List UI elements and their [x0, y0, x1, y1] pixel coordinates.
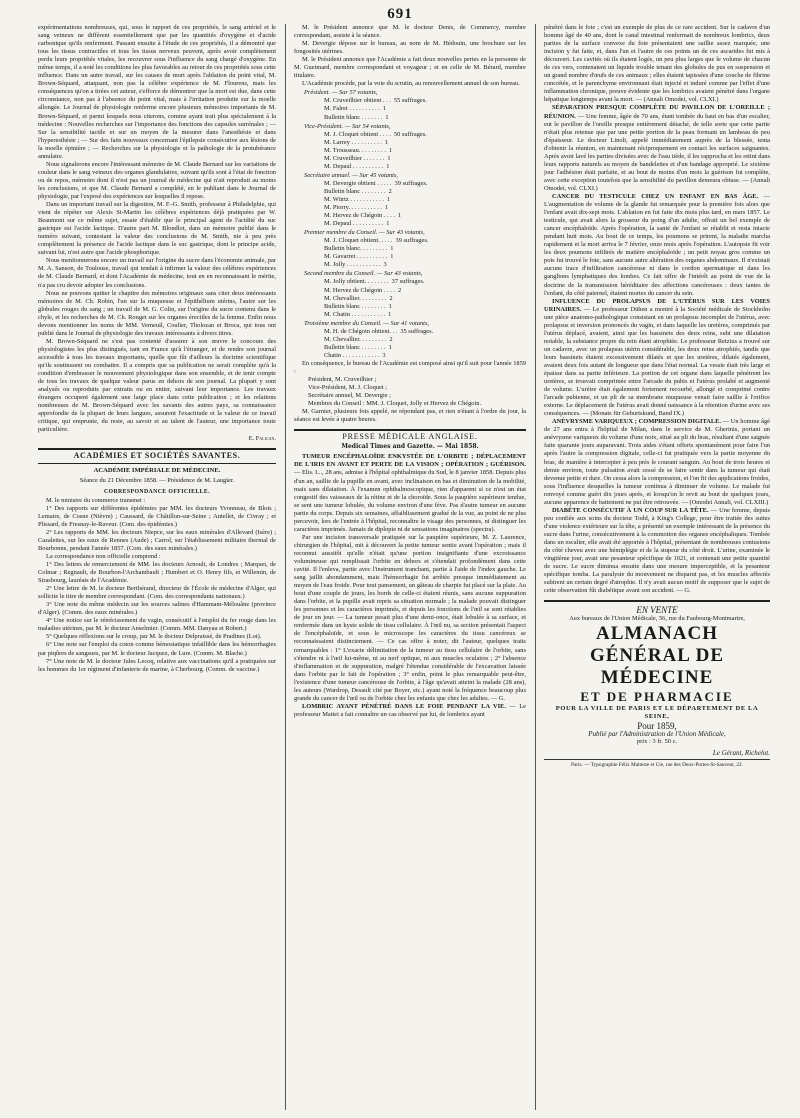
vote-name: M. Cruveilhier . . . . . . .: [324, 154, 385, 162]
article-title: TUMEUR ENCÉPHALOÏDE ENKYSTÉE DE L'ORBITE ; DÉPLACEMENT DE L'IRIS EN AVANT ET PERTE DE LA VISION ; OPÉRATION ; GUÉRISON.: [294, 453, 526, 469]
vote-name: Bulletin blanc. . . . . . . . .: [324, 245, 388, 253]
vote-name: M. Devergie obtient . . . . .: [324, 179, 392, 187]
press-title: PRESSE MÉDICALE ANGLAISE.: [342, 432, 478, 442]
vote-list: [294, 180, 526, 228]
vote-count: 1: [388, 343, 392, 351]
article: [544, 418, 770, 507]
vote-row: [294, 147, 526, 155]
vote-name: M. Hervez de Chégoin . . . .: [324, 286, 395, 294]
article: [544, 104, 770, 193]
paragraph: 2° Les rapports de MM. les docteurs Niepce, sur les eaux minérales d'Allevard (Isère) ; Cazalettes, sur les eaux de Rennes (Aude) ; Carrol, sur l'établissement militaire thermal de Bourbonne, pendant l'année 1857. (Com. des eaux minérales.): [38, 528, 276, 552]
vote-name: M. J. Cloquet obtient. . . . .: [324, 237, 393, 245]
vote-row: [294, 261, 526, 269]
vote-count: 35 suffrages.: [400, 327, 434, 335]
paragraph: M. le ministre du commerce transmet :: [46, 496, 146, 504]
vote-count: 1: [382, 105, 386, 113]
article: [294, 703, 526, 719]
vote-count: 1: [385, 113, 389, 121]
vote-count: 55 suffrages.: [393, 97, 427, 105]
vote-count: 50 suffrages.: [393, 130, 427, 138]
paragraph: Par une incision transversale pratiquée sur la paupière supérieure, M. Z. Laurence, chirurgien de l'hôpital, mit à découvert la petite tumeur sentie avant l'opération ; mais il reconnut aussitôt qu'elle n'était qu'une portion insignifiante d'une excroissance volumineuse qui remplissait l'orbite en dehors et s'étendait profondément dans cette cavité. Il l'enleva, partie avec l'instrument tranchant, partie à l'aide de l'index gauche. Le sang jaillit abondamment, mais l'hémorrhagie fut arrêtée presque immédiatement au moyen de l'eau froide. Pour tout pansement, un gâteau de charpie fut placé sur la plaie. Au bout d'une couple de jours, les bords de celle-ci étaient réunis, sans aucune suppuration dans l'orbite, et la pupille avait repris sa situation normale ; la malade pouvait distinguer les personnes et les caractères imprimés, et depuis les fonctions de l'œil se sont rétablies de jour en jour. — La tumeur pesait plus d'une demi-once, était lobulée à sa surface, et renfermée dans un kyste solide de tissu cellulaire. À l'œil nu, sa section présentait l'aspect de l'encéphaloïde, et sous le microscope les caractères du tissu cancéreux se reconnaissaient distinctement. — Ce cas offre à noter, dit l'auteur, quelques traits remarquables : 1° L'exacte délimitation de la tumeur au tissu cellulaire de l'orbite, sans s'étendre ni à l'œil lui-même, ni au nerf optique, ni aux muscles oculaires ; 2° l'absence d'inflammation et de suppuration, malgré l'étendue considérable de l'excavation laissée dans l'orbite par le fait de l'opération ; 3° enfin, point le plus remarquable peut-être, l'existence d'une tumeur cancéreuse de l'orbite, à l'âge qu'avait atteint la malade (28 ans), les auteurs (Wardrop, Desault cité par Boyer, etc.) ayant noté la fréquence beaucoup plus grande du cancer de l'œil ou de l'orbite chez les enfants que chez les adultes. — G.: [294, 533, 526, 702]
paragraph: M. le Président annonce que l'Académie a fait deux nouvelles pertes en la personne de M. Guetmard, membre correspondant et voyageur ; et en celle de M. Bérard, membre titulaire.: [294, 56, 526, 80]
vote-row: [294, 303, 526, 311]
paragraph: pénétré dans le foie ; c'est un exemple de plus de ce rare accident. Sur le cadavre d'un homme âgé de 40 ans, dont le canal intestinal renfermait de nombreux lombrics, deux parties de la surface convexe du foie présentaient une saillie assez marquée, une incision y fut faite, et, dans l'un et l'autre de ces points un de ces ascarides fut mis à découvert. Les cavités où ils étaient logés, un peu plus larges que le volume de chacun de ces vers, contenaient un liquide trouble tenant des globules de pus en suspension et un grand nombre d'œufs de ces animaux ; elles étaient tapissées d'une couche de fibrine concrétée, et le parenchyme environnant était injecté et induré comme par l'effet d'une inflammation chronique, preuve évidente que les lombrics avaient pénétré dans l'organe hépatique longtemps avant la mort. — (Annali Omodei, vol. CLXI.): [544, 24, 770, 104]
article-body: — Un homme âgé de 27 ans entra à l'hôpital de Milan, dans le service de M. Gherinis, portant un anévrysme variqueux du volume d'une noix, situé au pli du bras, résultant d'une saignée faite quarante jours auparavant. Trois aides s'étant offerts spontanément pour faire l'un après l'autre la compression digitale, celle-ci fut pratiquée vers la partie moyenne du bras, de manière à intercepter à peu près le courant sanguin. Au bout de trois heures et demie environ, toute pulsation avait cessé de se faire sentir dans la tumeur qui était devenue petite et dure. On cessa alors la compression, et l'on fit des applications froides, sous l'influence desquelles la tumeur continua à diminuer de volume. Le malade fut renvoyé comme guéri dix jours après, et lorsqu'on le revit au bout de quelques jours, aucune apparence de battement ne put être retrouvée. — (Omodei Annali, vol. CLXIII.): [544, 418, 770, 506]
column-2: [294, 24, 526, 1112]
ad-intro: Aux bureaux de l'Union Médicale, 56, rue du Faubourg-Montmartre,: [569, 615, 745, 623]
paragraph: En conséquence, le bureau de l'Académie est composé ainsi qu'il suit pour l'année 1859 :: [294, 359, 526, 375]
column-3: [544, 24, 770, 1112]
vote-count: 1: [386, 220, 390, 228]
vote-row: [294, 188, 526, 196]
vote-count: 39 suffrages.: [395, 237, 429, 245]
paragraph: L'Académie procède, par la voie du scrutin, au renouvellement annuel de son bureau.: [302, 80, 520, 88]
section-title: ACADÉMIES ET SOCIÉTÉS SAVANTES.: [73, 451, 241, 461]
paragraph: expérimentations nombreuses, qui, sous le rapport de ces propriétés, le sang artériel et le sang veineux ne diffèrent essentiellement que par les quantités d'oxygène et d'acide carbonique qu'ils renferment. Passant ensuite à l'étude de ces propriétés, il a démontré que tous les tissus contractiles et tous les tissus nerveux peuvent, après avoir complètement perdu leurs propriétés vitales, les recouvrer sous l'influence du sang chargé d'oxygène. En même temps, il a noté les conditions les plus favorables au retour de ces propriétés sous cette influence. Dans un autre travail, sur les causes de mort après l'ablation du point vital, M. Brown-Séquard, attaquant, non pas la célèbre expérience de M. Flourens, mais les conséquences qu'on a tirées cet auteur, s'efforce de démontrer que la mort est due, dans cette circonstance, non pas à l'absence du point vital, mais à l'irritation produite sur la moelle allongée. Le Journal de physiologie renferme encore plusieurs mémoires importants de M. Brown-Séquard, et parmi lesquels nous citerons, comme ayant trait plus spécialement à la médecine : Nouvelles recherches sur l'importance des fonctions des capsules surrénales ; — Sur la sensibilité tactile et sur un moyen de la mesurer dans l'anesthésie et dans l'hyperesthésie ; — Sur des faits nouveaux concernant l'épilepsie consécutive aux lésions de la moelle épinière ; — Recherches sur la physiologie et la pathologie de la protubérance annulaire.: [38, 24, 276, 160]
vote-list: [294, 237, 526, 269]
vote-row: [294, 328, 526, 336]
vote-row: [294, 155, 526, 163]
vote-count: 2: [398, 286, 402, 294]
section-rule: [294, 429, 526, 431]
vote-heading: Troisième membre du Conseil. — Sur 41 votants,: [304, 319, 430, 327]
paragraph: 1° Des lettres de remerciement de MM. les docteurs Arnoult, de Londres ; Marquet, de Colmar ; Regnault, de Bourbon-l'Archambault ; Humbert et O. Henry fils, et Willemin, de Strasbourg, lauréats de l'Académie.: [38, 561, 276, 585]
section-rule: [544, 600, 770, 602]
vote-count: 1: [385, 204, 389, 212]
article-body: — L'augmentation de volume de la glande fut remarquée pour la première fois alors que l'enfant avait dix-sept mois. L'ablation en fut faite dix mois plus tard, en mars 1857. Le testicule, qui avait alors la grosseur du poing d'un adulte, offrait un bel exemple de cancer encéphaloïde. Après l'opération, la santé de l'enfant se rétablit et resta intacte pendant huit mois. Au bout de ce temps, les poumons se prirent, la maladie marcha rapidement et la mort arriva le 7 février, onze mois après l'opération. L'autopsie fit voir les deux poumons infiltrés de matière encéphaloïde ; un petit noyau gros comme un pois fut trouvé le foie, sans aucune autre altération des organes abdominaux. Il n'existait aucune trace d'infiltration cancéreuse ni dans le cordon spermatique ni dans les ganglions lymphatiques des lombes. Ce fait offre de l'intérêt au point de vue de la doctrine de la transmission héréditaire des affections cancéreuses : deux tantes de l'enfant, du côté paternel, étaient mortes du cancer du sein.: [544, 192, 770, 297]
vote-count: 1: [390, 253, 394, 261]
vote-row: [294, 180, 526, 188]
vote-list: [294, 131, 526, 171]
paragraph: La correspondance non officielle comprend :: [46, 552, 161, 560]
paragraph: M. Garnier, plusieurs fois appelé, ne répondant pas, et rien n'étant à l'ordre du jour, la séance est levée à quatre heures.: [294, 408, 526, 424]
vote-count: 2: [389, 294, 393, 302]
vote-heading: Secrétaire annuel. — Sur 45 votants,: [304, 171, 399, 179]
vote-list: [294, 278, 526, 318]
bureau-line: Membres du Conseil : MM. J. Cloquet, Jolly et Hervez de Chégoin.: [308, 400, 482, 408]
paragraph: 6° Une note sur l'emploi du coton comme hémostatique infaillible dans les hémorrhagies par piqûres de sangsues, par M. le docteur Jacquez, de Lure. (Comm. M. Blache.): [38, 641, 276, 657]
vote-name: M. Jolly obtient. . . . . . . .: [324, 278, 389, 286]
vote-row: [294, 295, 526, 303]
vote-count: 37 suffrages.: [391, 278, 425, 286]
section-rule: [38, 463, 276, 464]
vote-heading: Premier membre du Conseil. — Sur 43 votants,: [304, 229, 425, 237]
article: [544, 298, 770, 419]
paragraph: 7° Une note de M. le docteur Jules Lecoq, relative aux vaccinations qu'il a pratiquées sur les hommes du 1er régiment d'infanterie de marine, à Cherbourg. (Comm. de vaccine.): [38, 657, 276, 673]
paragraph: Nous signalerons encore l'intéressant mémoire de M. Claude Bernard sur les variations de couleur dans le sang veineux des organes glandulaires, suivant qu'ils sont à l'état de fonction ou de repos, mémoire dont il n'est pas un journal de médecine qui n'ait reproduit au moins les conclusions, et que M. Claude Bernard a complété, en le publiant dans le Journal de physiologie, par l'exposé des expériences sur lesquelles il repose.: [38, 160, 276, 200]
vote-name: M. Depaul . . . . . . . . . .: [324, 162, 384, 170]
vote-name: M. J. Cloquet obtient . . . .: [324, 130, 391, 138]
article-title: DIABÈTE CONSÉCUTIF À UN COUP SUR LA TÊTE.: [552, 506, 709, 514]
vote-list: [294, 97, 526, 121]
vote-row: [294, 245, 526, 253]
vote-count: 39 suffrages.: [394, 179, 428, 187]
vote-row: [294, 97, 526, 105]
gazette-source-text: Medical Times and Gazette. — Mai 1858.: [341, 443, 479, 451]
article: [544, 193, 770, 298]
ad-pour: POUR LA VILLE DE PARIS ET LE DÉPARTEMENT DE LA SEINE,: [555, 705, 759, 721]
vote-name: M. Cruveilhier obtient . . .: [324, 97, 391, 105]
vote-name: Bulletin blanc . . . . . . . .: [324, 187, 386, 195]
vote-heading: Président. — Sur 57 votants,: [304, 89, 378, 97]
paragraph: M. le Président annonce que M. le docteur Denis, de Commercy, membre correspondant, assiste à la séance.: [294, 24, 526, 40]
paragraph: 3° Une note du même médecin sur les sources salines d'Hammam-Mélouâne (province d'Alger). (Comm. des eaux minérales.): [38, 601, 276, 617]
paragraph: 1° Des rapports sur différentes épidémies par MM. les docteurs Yvonneau, de Blois ; Lemaire, de Cosne (Nièvre) ; Caussard, de Châtillon-sur-Seine ; Antellet, de Civray ; et Plissard, de Fresnay-le-Raveur. (Com. des épidémies.): [38, 504, 276, 528]
article-body: — Une femme, depuis peu confiée aux soins du docteur Todd, à King's College, pour être traitée des suites d'une violence extérieure sur la tête, a présenté un exemple intéressant de la présence du sucre dans l'urine, consécutivement à la commotion des organes encéphaliques. Tombée dans un escalier, elle avait été apportée à l'hôpital, présentant de nombreuses contusions du côté cheveu avec une hémiplégie et de la stupeur du côté droit. L'urine, examinée le vingtième jour, avait une pesanteur spécifique de 1021, et contenait une petite quantité de sucre. Le sucre diminua ensuite dans une mesure imperceptible, et la pesanteur spécifique tomba. La paralysie du mouvement ne disparut pas, et les muscles affectés subirent un certain degré d'atrophie. Il n'y avait aucun motif de supposer que le sujet de cette observation fût diabétique avant son accident. — G.: [544, 506, 770, 595]
vote-row: [294, 253, 526, 261]
vote-name: Chatin . . . . . . . . . . . .: [324, 351, 380, 359]
vote-row: [294, 278, 526, 286]
vote-name: M. Jolly . . . . . . . . . . .: [324, 261, 381, 269]
article-title: CANCER DU TESTICULE CHEZ UN ENFANT EN BAS ÂGE.: [552, 192, 759, 200]
vote-count: 1: [387, 154, 391, 162]
vote-row: [294, 352, 526, 360]
correspondence-title: CORRESPONDANCE OFFICIELLE.: [103, 488, 211, 495]
printer-imprint: Paris. — Typographie Félix Malteste et Cie, rue des Deux-Portes-St-Sauveur, 22.: [544, 759, 770, 769]
ad-subtitle: ET DE PHARMACIE: [580, 689, 734, 705]
ad-en-vente: EN VENTE: [636, 605, 678, 616]
column-1: [38, 24, 276, 1112]
advertisement: [544, 606, 770, 745]
vote-row: [294, 237, 526, 245]
article-body: — Une femme, âgée de 70 ans, étant tombée du haut en bas d'un escalier, eut le pavillon de l'oreille presque entièrement détaché, de telle sorte que cette partie n'était plus retenue que par une petite portion de la peau formant un lambeau de peu d'épaisseur. Le docteur Linoli, appelé immédiatement auprès de la blessée, tenta d'obtenir la réunion, en maintenant réciproquement en contact les surfaces saignantes. Après avoir lavé les parties divisées avec de l'eau tiède, il les rapprocha et les retint dans leurs rapports naturels au moyen de bandelettes et d'un bandage approprié. Le sixième jour l'adhésion était parfaite, et au bout de moins d'un mois la guérison fut complète, avec cette exception toutefois que la sensibilité du pavillon demeura obtuse. — (Annali Omodei, vol. CLXI.): [544, 112, 770, 192]
paragraph: Dans un important travail sur la digestion, M. F.-G. Smith, professeur à Philadelphie, qui vient de répéter sur Alexis St-Martin les célèbres expériences déjà pratiquées par W. Beaumont sur ce même sujet, essaie d'établir que le principal agent de l'acidité du suc gastrique est l'acide lactique. D'autre part M. Blondlot, dans un mémoire publié dans le numéro suivant, contestant la valeur des conclusions de M. Smith, nie à peu près complètement la présence de l'acide lactique dans le suc gastrique, dont le principe acide, suivant lui, n'est autre que l'acide phosphorique.: [38, 201, 276, 257]
vote-name: M. Chevallier. . . . . . . . .: [324, 335, 387, 343]
vote-row: [294, 344, 526, 352]
vote-row: [294, 287, 526, 295]
vote-row: [294, 131, 526, 139]
gazette-source: [294, 443, 526, 451]
bureau-line: Vice-Président, M. J. Cloquet ;: [308, 384, 387, 392]
vote-count: 1: [398, 212, 402, 220]
vote-row: [294, 336, 526, 344]
vote-name: M. Trousseau. . . . . . . . .: [324, 146, 386, 154]
vote-count: 2: [388, 187, 392, 195]
ad-title: ALMANACH GÉNÉRAL DE MÉDECINE: [589, 623, 725, 689]
article-title: SÉPARATION PRESQUE COMPLÈTE DU PAVILLON DE L'OREILLE ; RÉUNION.: [544, 104, 770, 120]
paragraph: M. Brown-Séquard ne s'est pas contenté d'assurer à son œuvre le concours des physiologistes les plus distingués, tant en France qu'à l'étranger, et de rendre son journal accessible à tous les travaux importants, quelle que fût d'ailleurs la doctrine scientifique qu'ils soutinssent ou combattre. Il a compris que sa publication ne serait complète qu'à la condition d'embrasser le mouvement physiologique dans son ensemble, et de tenir compte de tous les travaux de quelque valeur parus en dehors de son journal. La plupart y sont analysés ou reproduits par extraits ou en entier, suivant leur importance. Les travaux étrangers occupent également une large place dans cette publication ; et les relations nombreuses de M. Brown-Séquard avec les savants des autres pays, sa connaissance approfondie de la plupart de leurs langues, assurent l'exactitude et la valeur de ce travail critique, qui emprunte, du reste, au savoir et au talent de l'auteur, une importance toute particulière.: [38, 337, 276, 434]
vote-row: [294, 311, 526, 319]
bureau-line: Président, M. Cruveilhier ;: [308, 376, 377, 384]
vote-row: [294, 139, 526, 147]
article-body: — Le professeur Dühen a montré à la Société médicale de Stockholm une pièce anatomo-pathologique consistant en un prolapsus incomplet de l'utérus, avec prolapsus et inversion prononcés du vagin, et dans laquelle les uretères, comprimés par l'utérus déplacé, avaient, ainsi que les bassinets des deux reins, subi une dilatation notable, la substance propre du rein étant atrophiée. Le professeur Retzius a trouvé sur un cadavre, avec un prolapsus utérin considérable, les deux reins atrophiés, tandis que leurs bassinets étaient excessivement dilatés et que les uretères, dilatés également, avaient deux fois autant de longueur que dans l'état normal. La vessie était très large et épaisse dans sa partie inférieure. La portion de cet organe dans laquelle pénètrent les uretères, se trouvait comprimée entre l'arcade du pubis et l'utérus prolabé et augmenté de volume. L'urètre était également fortement recourbé, allongé et comprimé contre l'arcade pubienne, et un pli de sa membrane muqueuse venait faire saillie à l'orifice externe. Le déplacement de l'utérus avait donné naissance à la rétention d'urine avec ses conséquences. — (Monats für Geburtskund, Band IX.): [544, 305, 770, 418]
vote-row: [294, 114, 526, 122]
vote-row: [294, 105, 526, 113]
article: [544, 507, 770, 596]
vote-row: [294, 220, 526, 228]
vote-heading: Vice-Président. — Sur 54 votants,: [304, 122, 391, 130]
vote-name: M. H. de Chégoin obtient. . .: [324, 327, 398, 335]
article-body: — Le professeur Mattei a fait connaître un cas observé par lui, de lombrics ayant: [294, 702, 526, 718]
bureau-line: Secrétaire annuel, M. Devergie ;: [308, 392, 391, 400]
vote-name: Bulletin blanc . . . . . . . .: [324, 302, 386, 310]
author-signature: E. Falican.: [248, 435, 276, 443]
vote-row: [294, 163, 526, 171]
vote-count: 1: [388, 302, 392, 310]
vote-name: M. Gavarret . . . . . . . . . .: [324, 253, 388, 261]
vote-name: M. Falret . . . . . . . . . .: [324, 105, 380, 113]
vote-count: 1: [384, 138, 389, 146]
vote-name: M. Hervez de Chégoin . . . .: [324, 212, 395, 220]
vote-row: [294, 212, 526, 220]
article: [294, 453, 526, 533]
vote-count: 2: [389, 335, 393, 343]
vote-name: M. Würtz . . . . . . . . . . .: [324, 195, 384, 203]
ad-price: prix : 3 fr. 50 c.: [636, 737, 678, 745]
vote-name: M. Chatin . . . . . . . . . . .: [324, 310, 386, 318]
vote-row: [294, 204, 526, 212]
vote-name: Bulletin blanc . . . . . . .: [324, 113, 383, 121]
academy-title: ACADÉMIE IMPÉRIALE DE MÉDECINE.: [93, 467, 221, 475]
vote-name: M. Larrey . . . . . . . . . .: [324, 138, 382, 146]
paragraph: 4° Une notice sur le rétrécissement du vagin, consécutif à l'emploi du fer rouge dans les maladies utérines, par M. le docteur Anselmier. (Comm. MM. Danyau et Robert.): [38, 617, 276, 633]
column-divider-2: [535, 24, 536, 1110]
vote-count: 1: [388, 310, 392, 318]
paragraph: Nous ne pouvons quitter le chapitre des mémoires originaux sans citer deux intéressants mémoires de M. Ch. Robin, l'un sur la muqueuse et l'épithélium utérins, l'autre sur les globules rouges du sang ; un travail de M. G. Colin, sur l'origine du sucre contenu dans le chyle, et les recherches de M. Ch. Rouget sur les organes érectiles de la femme. Enfin nous devons mentionner les noms de MM. Verneuil, Coulier, Tholozan et Broca, qui tous ont publié dans le Journal de physiologie des travaux intéressants à divers titres.: [38, 289, 276, 337]
page-number: 691: [387, 6, 413, 22]
vote-name: M. Depaul . . . . . . . . . .: [324, 220, 384, 228]
vote-list: [294, 328, 526, 360]
vote-count: 3: [382, 351, 386, 359]
ad-publisher: Publié par l'Administration de l'Union Médicale,: [588, 729, 726, 738]
paragraph: M. Devergie dépose sur le bureau, au nom de M. Hédouin, une brochure sur les fongosités utérines.: [294, 40, 526, 56]
article-title: ANÉVRYSME VARIQUEUX ; COMPRESSION DIGITALE.: [552, 418, 721, 426]
paragraph: 2° Une lettre de M. le docteur Berthérand, directeur de l'École de médecine d'Alger, qui sollicite le titre de membre correspondant. (Com. des correspondants nationaux.): [38, 585, 276, 601]
paragraph: Nous mentionnerons encore un travail sur l'origine du sucre dans l'économie animale, par M. A. Sanson, de Toulouse, travail qui tendait à infirmer la valeur des célèbres expériences de M. Claude Bernard, et dont l'Académie de médecine, tout en en reconnaissant le mérite, n'a pas cru devoir adopter les conclusions.: [38, 257, 276, 289]
article-title: INFLUENCE DU PROLAPSUS DE L'UTÉRUS SUR LES VOIES URINAIRES.: [544, 297, 770, 313]
ad-year: Pour 1859,: [637, 720, 677, 731]
article-body: — Elis. I..., 28 ans, admise à l'hôpital ophthalmique du Sud, le 8 janvier 1858. Depuis plus d'un an, saillie de la pupille en avant, avec inclinaison en bas et diminution de la mobilité, mais sans dilatation. À l'examen ophthalmoscopique, rien d'apparent si ce n'est un état congestif des vaisseaux de la rétine et de la choroïde. Sous la paupière supérieure tendue, se sent une tumeur lobulée, du volume environ d'une fève. Pas d'autre tumeur en aucune partie du corps. Depuis six semaines, affaiblissement gradué de la vue, au point de ne plus percevoir, lors de l'entrée à l'hôpital, reconnaître le visage des personnes, ni distinguer les caractères imprimés. Jamais de diplopie ni de sensations imaginaires (spectra).: [294, 469, 526, 533]
vote-name: M. Piorry. . . . . . . . . . .: [324, 204, 382, 212]
article-title: LOMBRIC AYANT PÉNÉTRÉ DANS LE FOIE PENDANT LA VIE.: [302, 702, 506, 710]
vote-name: Bulletin blanc . . . . . . . .: [324, 343, 386, 351]
vote-count: 3: [383, 261, 387, 269]
vote-count: 1: [388, 146, 393, 154]
vote-heading: Second membre du Conseil. — Sur 43 votants,: [304, 270, 423, 278]
vote-count: 1: [386, 162, 390, 170]
vote-count: 1: [390, 245, 394, 253]
gerant-signature: Le Gérant, Richelot.: [712, 748, 770, 757]
column-divider-1: [285, 24, 286, 1110]
vote-row: [294, 196, 526, 204]
vote-name: M. Chevallier. . . . . . . . .: [324, 294, 387, 302]
vote-count: 1: [386, 195, 391, 203]
paragraph: 5° Quelques réflexions sur le croup, par M. le docteur Delpratssé, de Pradines (Lot).: [46, 633, 262, 641]
academy-session: Séance du 21 Décembre 1858. — Présidence de M. Laugier.: [79, 476, 235, 484]
